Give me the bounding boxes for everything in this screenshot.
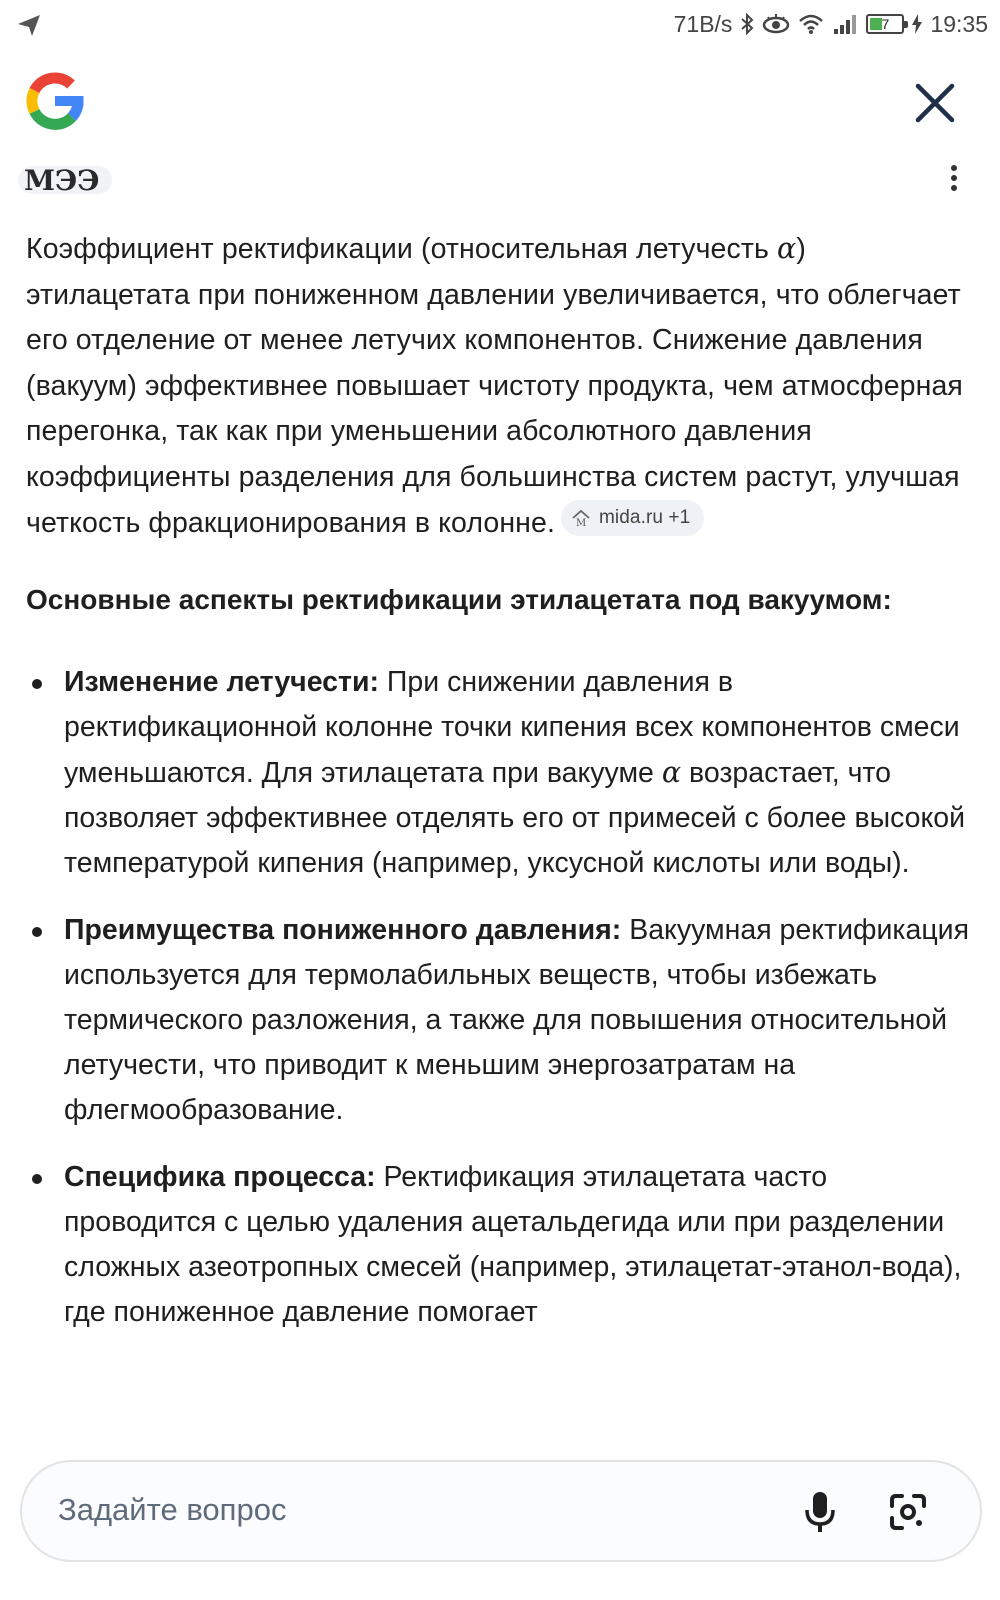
google-lens-icon[interactable] <box>888 1492 928 1532</box>
mida-site-icon <box>571 508 591 528</box>
alpha-symbol: α <box>777 232 797 265</box>
eye-comfort-icon <box>762 13 790 35</box>
wifi-icon <box>798 13 824 35</box>
ask-input[interactable]: Задайте вопрос <box>58 1492 287 1527</box>
alpha-symbol: α <box>661 755 682 789</box>
status-bar <box>0 0 1000 48</box>
list-item: Преимущества пониженного давления: Вакуумная ректификация используется для термолабильных веществ, чтобы избежать термического разложения, а также для повышения относительной летучести, что приводит к меньшим энергозатратам на флегмообразование. <box>26 908 972 1133</box>
send-arrow-icon <box>14 10 44 40</box>
answer-paragraph: Коэффициент ректификации (относительная летучесть α) этилацетата при пониженном давлении увеличивается, что облегчает его отделение от менее летучих компонентов. Снижение давления (вакуум) эффективнее повышает чистоту продукта, чем атмосферная перегонка, так как при уменьшении абсолютного давления коэффициенты разделения для большинства систем растут, улучшая четкость фракционирования в колонне. M mida.ru +1 <box>26 232 963 539</box>
close-icon[interactable] <box>912 80 958 126</box>
charging-bolt-icon <box>912 14 922 34</box>
ask-input-bar[interactable] <box>20 1460 982 1562</box>
battery-level: 7 <box>881 16 890 32</box>
cell-signal-icon <box>832 13 858 35</box>
list-item: Специфика процесса: Ректификация этилацетата часто проводится с целью удаления ацетальдегида или при разделении сложных азеотропных смесей (например, этилацетат-этанол-вода), где пониженное давление помогает <box>26 1155 972 1335</box>
battery-icon <box>866 14 904 34</box>
ai-answer <box>26 226 972 1357</box>
list-item: Изменение летучести: При снижении давления в ректификационной колонне точки кипения всех компонентов смеси уменьшаются. Для этилацетата при вакууме α возрастает, что позволяет эффективнее отделять его от примесей с более высокой температурой кипения (например, уксусной кислоты или воды). <box>26 660 972 886</box>
source-logo-text: MЭЭ <box>24 164 100 196</box>
svg-text:M: M <box>576 518 587 528</box>
citation-chip[interactable] <box>561 500 704 536</box>
microphone-icon[interactable] <box>800 1490 840 1534</box>
source-logo[interactable] <box>16 160 114 196</box>
aspects-list <box>26 660 972 1335</box>
bluetooth-icon <box>740 12 754 36</box>
section-heading: Основные аспекты ректификации этилацетата под вакуумом: <box>26 583 892 615</box>
net-speed: 71B/s <box>673 10 733 37</box>
google-logo <box>22 68 88 134</box>
clock: 19:35 <box>930 10 988 37</box>
status-indicators <box>674 8 988 40</box>
citation-chip-label: mida.ru +1 <box>599 507 691 529</box>
more-vertical-icon[interactable] <box>946 162 962 194</box>
